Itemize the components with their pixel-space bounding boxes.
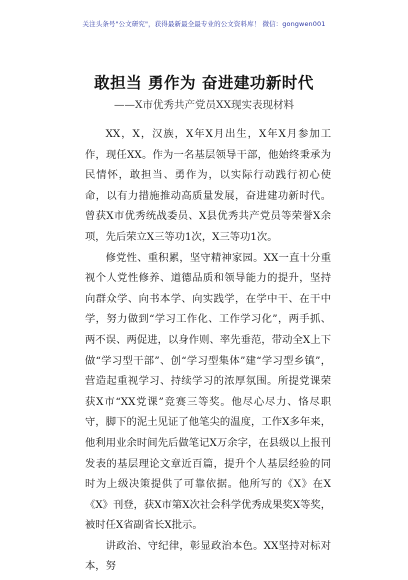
paragraph-politics: 讲政治、守纪律，彰显政治本色。XX坚持对标对本，努 bbox=[85, 539, 331, 573]
paragraph-party-spirit: 修党性、重积累，坚守精神家园。XX一直十分重视个人党性修养、道德品质和领导能力的提升，坚持向群众学、向书本学、向实践学，在学中干、在干中学，努力做到“学习工作化、工作学习化”，两手抓、两不误、两促进，以身作则、率先垂范，带动全X上下做“学习型干部”、创“学习型集体”建“学习型乡镇”，营造起重视学习、持续学习的浓厚氛围。所提党课荣获X市“XX党课”竞赛三等奖。他尽心尽力、恪尽职守，脚下的泥土见证了他笔尖的温度，工作X多年来，他利用业余时间先后做笔记X万余字，在县级以上报刊发表的基层理论文章近百篇，提升个人基层经验的同时为上级决策提供了可靠依据。他所写的《X》在X《X》刊登，获X市第X次社会科学优秀成果奖X等奖，被时任X省副省长X批示。 bbox=[85, 251, 331, 532]
promo-banner: 关注头条号"公文研究"，获得最新最全最专业的公文资料库！ 微信：gongwen001 bbox=[82, 20, 326, 28]
paragraph-intro: XX，X，汉族，X年X月出生，X年X月参加工作，现任XX。作为一名基层领导干部，他始终秉承为民情怀，敢担当、勇作为，以实际行动践行初心使命，以有力措施推动高质量发展，奋进建功新时代。曾获X市优秀统战委员、X县优秀共产党员等荣誉X余项，先后荣立X三等功1次，X三等功1次。 bbox=[85, 128, 331, 243]
document-body bbox=[85, 124, 331, 577]
document-title: 敢担当 勇作为 奋进建功新时代 bbox=[94, 73, 314, 92]
document-subtitle: ——X市优秀共产党员XX现实表现材料 bbox=[114, 99, 294, 111]
